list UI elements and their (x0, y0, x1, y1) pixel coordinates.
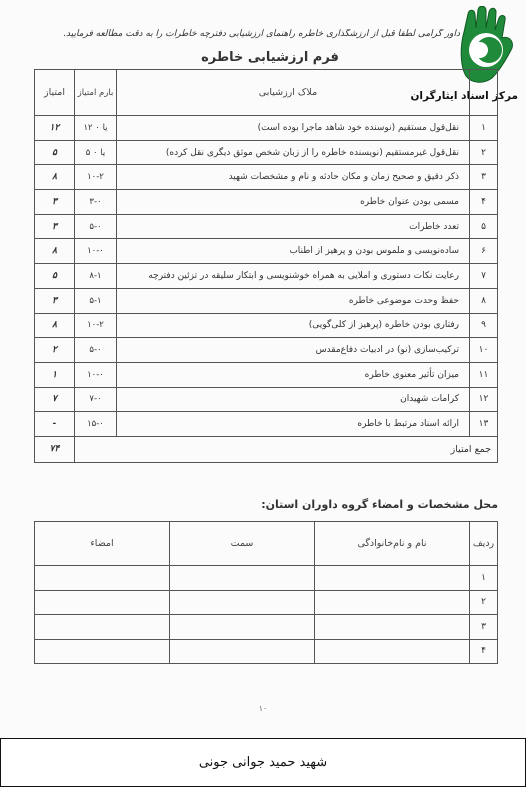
jury-row-name (315, 566, 470, 591)
row-max-score: ۸-۱ (75, 264, 117, 289)
instruction-note: داور گرامی لطفاً قبل از ارزشگذاری خاطره راهنمای ارزشیابی دفترچه خاطرات را به دقت مطالعه فرمایید. (63, 29, 460, 39)
jury-row-signature (35, 639, 170, 664)
row-number: ۲ (470, 140, 498, 165)
table-row (35, 264, 498, 289)
jury-row-number: ۳ (470, 615, 498, 640)
row-score: ۳ (35, 190, 75, 215)
page-number: ۱۰ (258, 704, 268, 713)
jury-header-role: سمت (170, 522, 315, 566)
jury-header-row (35, 522, 498, 566)
jury-row-role (170, 566, 315, 591)
row-max-score: ۵ یا ۰ (75, 140, 117, 165)
row-score: ۵ (35, 264, 75, 289)
table-row (35, 165, 498, 190)
row-score: ۳ (35, 288, 75, 313)
row-score: - (35, 412, 75, 437)
row-number: ۵ (470, 214, 498, 239)
jury-row-name (315, 615, 470, 640)
row-max-score: ۷-۰ (75, 387, 117, 412)
evaluation-table (34, 69, 498, 463)
jury-header-number: ردیف (470, 522, 498, 566)
jury-row-name (315, 590, 470, 615)
jury-row (35, 566, 498, 591)
row-max-score: ۵-۰ (75, 338, 117, 363)
row-criteria: ارائه اسناد مرتبط با خاطره (117, 412, 470, 437)
logo-text: مرکز اسناد ایثارگران (410, 90, 518, 102)
row-score: ۳ (35, 214, 75, 239)
table-row (35, 239, 498, 264)
martyr-name-caption: شهید حمید جوانی جونی (198, 755, 328, 770)
jury-row-role (170, 615, 315, 640)
jury-row-signature (35, 566, 170, 591)
row-number: ۷ (470, 264, 498, 289)
table-row (35, 214, 498, 239)
row-max-score: ۱۰-۲ (75, 313, 117, 338)
row-max-score: ۳-۰ (75, 190, 117, 215)
table-row (35, 190, 498, 215)
jury-row (35, 590, 498, 615)
row-number: ۳ (470, 165, 498, 190)
row-max-score: ۱۰-۲ (75, 165, 117, 190)
jury-row-role (170, 639, 315, 664)
header-number (470, 70, 498, 116)
row-criteria: نقل‌قول مستقیم (نوسنده خود شاهد ماجرا بوده است) (117, 116, 470, 141)
row-max-score: ۱۵-۰ (75, 412, 117, 437)
total-score: ۷۴ (35, 436, 75, 462)
jury-row (35, 639, 498, 664)
row-number: ۶ (470, 239, 498, 264)
jury-header-signature: امضاء (35, 522, 170, 566)
total-row (35, 436, 498, 462)
jury-row (35, 615, 498, 640)
row-criteria: حفظ وحدت موضوعی خاطره (117, 288, 470, 313)
header-max-score: بارم امتیاز (75, 70, 117, 116)
row-score: ۷ (35, 387, 75, 412)
row-score: ۸ (35, 313, 75, 338)
jury-row-number: ۴ (470, 639, 498, 664)
row-score: ۸ (35, 165, 75, 190)
row-max-score: ۱۰-۰ (75, 362, 117, 387)
jury-row-signature (35, 590, 170, 615)
row-number: ۱۰ (470, 338, 498, 363)
row-criteria: ترکیب‌سازی (نو) در ادبیات دفاع‌مقدس (117, 338, 470, 363)
jury-row-signature (35, 615, 170, 640)
row-number: ۱ (470, 116, 498, 141)
row-max-score: ۵-۰ (75, 214, 117, 239)
table-row (35, 338, 498, 363)
row-number: ۸ (470, 288, 498, 313)
header-criteria: ملاک ارزشیابی (117, 70, 470, 116)
jury-section-title: محل مشخصات و امضاء گروه داوران استان: (261, 498, 498, 511)
table-row (35, 140, 498, 165)
row-number: ۱۳ (470, 412, 498, 437)
row-max-score: ۱۲ یا ۰ (75, 116, 117, 141)
row-max-score: ۱۰-۰ (75, 239, 117, 264)
row-score: ۱۲ (35, 116, 75, 141)
jury-row-role (170, 590, 315, 615)
row-criteria: میزان تأثیر معنوی خاطره (117, 362, 470, 387)
row-criteria: رعایت نکات دستوری و املایی به همراه خوشنویسی و ابتکار سلیقه در تزئین دفترچه (117, 264, 470, 289)
table-row (35, 412, 498, 437)
row-criteria: نقل‌قول غیرمستقیم (نویسنده خاطره را از زبان شخص موثق دیگری نقل کرده) (117, 140, 470, 165)
caption-box (0, 738, 526, 787)
row-score: ۵ (35, 140, 75, 165)
row-criteria: ساده‌نویسی و ملموس بودن و پرهیز از اطناب (117, 239, 470, 264)
total-label: جمع امتیاز (75, 436, 498, 462)
header-score: امتیاز (35, 70, 75, 116)
table-row (35, 116, 498, 141)
jury-header-name: نام و نام‌خانوادگی (315, 522, 470, 566)
row-criteria: کرامات شهیدان (117, 387, 470, 412)
table-row (35, 387, 498, 412)
jury-row-number: ۱ (470, 566, 498, 591)
row-max-score: ۵-۱ (75, 288, 117, 313)
row-criteria: ذکر دقیق و صحیح زمان و مکان حادثه و نام و مشخصات شهید (117, 165, 470, 190)
row-criteria: تعدد خاطرات (117, 214, 470, 239)
row-number: ۴ (470, 190, 498, 215)
row-score: ۱ (35, 362, 75, 387)
jury-row-number: ۲ (470, 590, 498, 615)
row-number: ۱۲ (470, 387, 498, 412)
table-row (35, 313, 498, 338)
row-number: ۱۱ (470, 362, 498, 387)
row-score: ۸ (35, 239, 75, 264)
form-title: فرم ارزشیابی خاطره (201, 50, 339, 65)
row-criteria: مسمی بودن عنوان خاطره (117, 190, 470, 215)
jury-table (34, 521, 498, 664)
row-score: ۲ (35, 338, 75, 363)
table-row (35, 288, 498, 313)
jury-row-name (315, 639, 470, 664)
row-number: ۹ (470, 313, 498, 338)
row-criteria: رفتاری بودن خاطره (پرهیز از کلی‌گویی) (117, 313, 470, 338)
table-row (35, 362, 498, 387)
evaluation-header-row (35, 70, 498, 116)
